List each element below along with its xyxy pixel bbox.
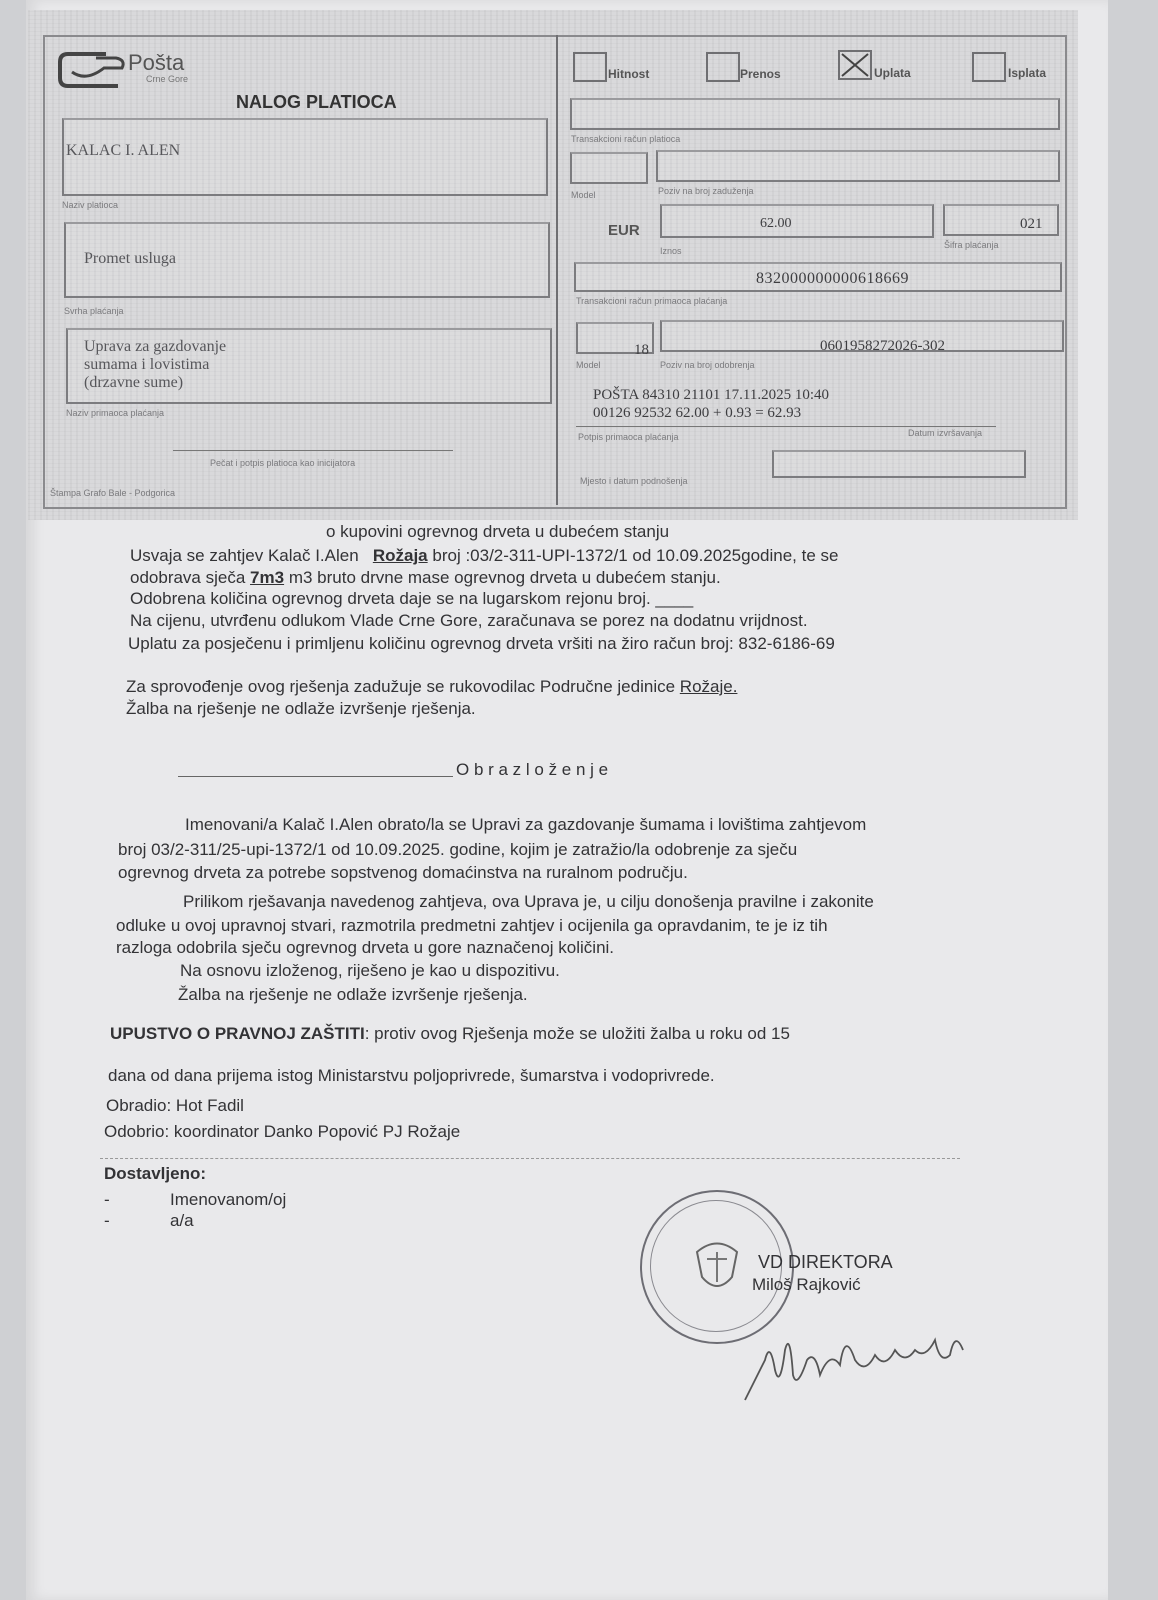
checkbox-label: Isplata — [1008, 66, 1047, 80]
recipient-line: Uprava za gazdovanje — [84, 338, 227, 355]
posta-logo-icon — [56, 48, 126, 92]
decision-line — [130, 568, 721, 588]
logo-subtext: Crne Gore — [146, 74, 189, 84]
place-name: Rožaja — [372, 546, 428, 565]
purpose-label: Svrha plaćanja — [64, 306, 124, 316]
recipient-line: (drzavne sume) — [84, 374, 184, 391]
payer-signature-label: Pečat i potpis platioca kao inicijatora — [210, 458, 356, 468]
recipient-item-label: a/a — [170, 1211, 194, 1230]
credit-model: 18 — [634, 342, 649, 358]
recipient-item-label: Imenovanom/oj — [170, 1190, 287, 1209]
reasoning-line: Imenovani/a Kalač I.Alen obrato/la se Upravi za gazdovanje šumama i lovištima zahtjevom — [185, 815, 867, 834]
recipient-signature-label: Potpis primaoca plaćanja — [578, 432, 679, 442]
checkbox-isplata[interactable] — [972, 52, 1006, 82]
signature-line — [173, 450, 453, 451]
payer-name: KALAC I. ALEN — [66, 142, 181, 159]
decision-line: Odobrena količina ogrevnog drveta daje se na lugarskom rejonu broj. ____ — [130, 589, 694, 608]
checkbox-label: Hitnost — [608, 67, 650, 81]
payer-account-field — [570, 98, 1060, 130]
recipient-account: 832000000000618669 — [756, 270, 909, 287]
slip-divider — [556, 35, 558, 505]
recipient-item: - — [104, 1190, 110, 1209]
reasoning-line: Žalba na rješenje ne odlaže izvršenje rješenja. — [178, 985, 528, 1004]
reasoning-line: broj 03/2-311/25-upi-1372/1 od 10.09.2025. godine, kojim je zatražio/la odobrenje za sječu — [118, 840, 798, 859]
model-label: Model — [576, 360, 601, 370]
debit-reference-label: Poziv na broj zaduženja — [658, 186, 754, 196]
handwritten-signature — [735, 1320, 975, 1410]
recipient-name — [84, 338, 226, 392]
legal-heading: UPUSTVO O PRAVNOJ ZAŠTITI — [110, 1024, 365, 1043]
model-label: Model — [571, 190, 596, 200]
reasoning-line: Na osnovu izloženog, riješeno je kao u dispozitivu. — [180, 961, 560, 980]
reasoning-heading: O b r a z l o ž e n j e — [456, 760, 609, 779]
place-date-field — [772, 450, 1026, 478]
decision-line: Uplatu za posječenu i primljenu količinu ogrevnog drveta vršiti na žiro račun broj: 832-6186-69 — [128, 634, 835, 653]
text: m3 bruto drvne mase ogrevnog drveta u dubećem stanju. — [288, 568, 721, 587]
divider — [100, 1158, 960, 1160]
text: broj :03/2-311-UPI-1372/1 od 10.09.2025godine, te se — [432, 546, 839, 565]
decision-subject: o kupovini ogrevnog drveta u dubećem stanju — [326, 522, 670, 541]
checkbox-label: Uplata — [874, 66, 911, 80]
reasoning-line: odluke u ovoj upravnoj stvari, razmotrila predmetni zahtjev i ocijenila ga opravdanim, te je iz tih — [116, 916, 828, 935]
reasoning-line: ogrevnog drveta za potrebe sopstvenog domaćinstva na ruralnom području. — [118, 863, 688, 882]
recipient-item: - — [104, 1211, 110, 1230]
postal-stamp-line: 00126 92532 62.00 + 0.93 = 62.93 — [593, 405, 802, 421]
reasoning-line: Prilikom rješavanja navedenog zahtjeva, ova Uprava je, u cilju donošenja pravilne i zakonite — [183, 892, 874, 911]
currency: EUR — [608, 222, 640, 239]
checkbox-uplata[interactable] — [838, 50, 872, 80]
decision-line — [130, 546, 838, 566]
checkbox-hitnost[interactable] — [573, 52, 607, 82]
divider — [178, 776, 453, 777]
payment-slip — [28, 10, 1078, 520]
place-date-label: Mjesto i datum podnošenja — [580, 476, 688, 486]
text: Za sprovođenje ovog rješenja zadužuje se rukovodilac Područne jedinice — [126, 677, 676, 696]
amount-field — [660, 204, 934, 238]
decision-line: Na cijenu, utvrđenu odlukom Vlade Crne Gore, zaračunava se porez na dodatnu vrijdnost. — [130, 611, 808, 630]
payer-name-label: Naziv platioca — [62, 200, 119, 210]
text: Usvaja se zahtjev Kalač I.Alen — [130, 546, 359, 565]
execution-date-label: Datum izvršavanja — [908, 428, 983, 438]
text: odobrava sječa — [130, 568, 246, 587]
debit-model-field — [570, 152, 648, 184]
credit-reference: 0601958272026-302 — [820, 338, 945, 354]
debit-reference-field — [656, 150, 1060, 182]
logo-text: Pošta — [128, 50, 185, 75]
check-x-icon — [840, 52, 870, 78]
coat-of-arms-icon — [687, 1237, 747, 1297]
checkbox-label: Prenos — [740, 67, 781, 81]
payment-code-label: Šifra plaćanja — [944, 240, 999, 250]
credit-reference-label: Poziv na broj odobrenja — [660, 360, 755, 370]
recipient-account-label: Transakcioni račun primaoca plaćanja — [576, 296, 728, 306]
payer-account-label: Transakcioni račun platioca — [571, 134, 681, 144]
printer-note: Štampa Grafo Bale - Podgorica — [50, 488, 176, 498]
decision-line: Žalba na rješenje ne odlaže izvršenje rješenja. — [126, 699, 476, 718]
postal-stamp-text — [593, 386, 829, 422]
decision-line — [126, 677, 737, 697]
amount-label: Iznos — [660, 246, 682, 256]
reasoning-line: razloga odobrila sječu ogrevnog drveta u gore naznačenoj količini. — [116, 938, 615, 957]
divider — [576, 426, 996, 427]
postal-stamp-line: POŠTA 84310 21101 17.11.2025 10:40 — [593, 387, 830, 403]
delivered-heading: Dostavljeno: — [104, 1164, 207, 1183]
slip-title: NALOG PLATIOCA — [236, 92, 397, 112]
checkbox-prenos[interactable] — [706, 52, 740, 82]
director-name: Miloš Rajković — [752, 1275, 861, 1294]
approved-by: Odobrio: koordinator Danko Popović PJ Rožaje — [104, 1122, 461, 1141]
payment-code: 021 — [1020, 216, 1043, 232]
processed-by: Obradio: Hot Fadil — [106, 1096, 244, 1115]
text: : protiv ovog Rješenja može se uložiti žalba u roku od 15 — [364, 1024, 790, 1043]
recipient-label: Naziv primaoca plaćanja — [66, 408, 165, 418]
amount: 62.00 — [760, 216, 792, 231]
director-title: VD DIREKTORA — [758, 1252, 893, 1272]
unit-name: Rožaje. — [679, 677, 738, 696]
purpose: Promet usluga — [84, 250, 176, 267]
volume: 7m3 — [250, 568, 285, 587]
recipient-line: sumama i lovistima — [84, 356, 210, 373]
legal-notice-line — [110, 1024, 790, 1044]
legal-notice-line: dana od dana prijema istog Ministarstvu poljoprivrede, šumarstva i vodoprivrede. — [108, 1066, 715, 1085]
